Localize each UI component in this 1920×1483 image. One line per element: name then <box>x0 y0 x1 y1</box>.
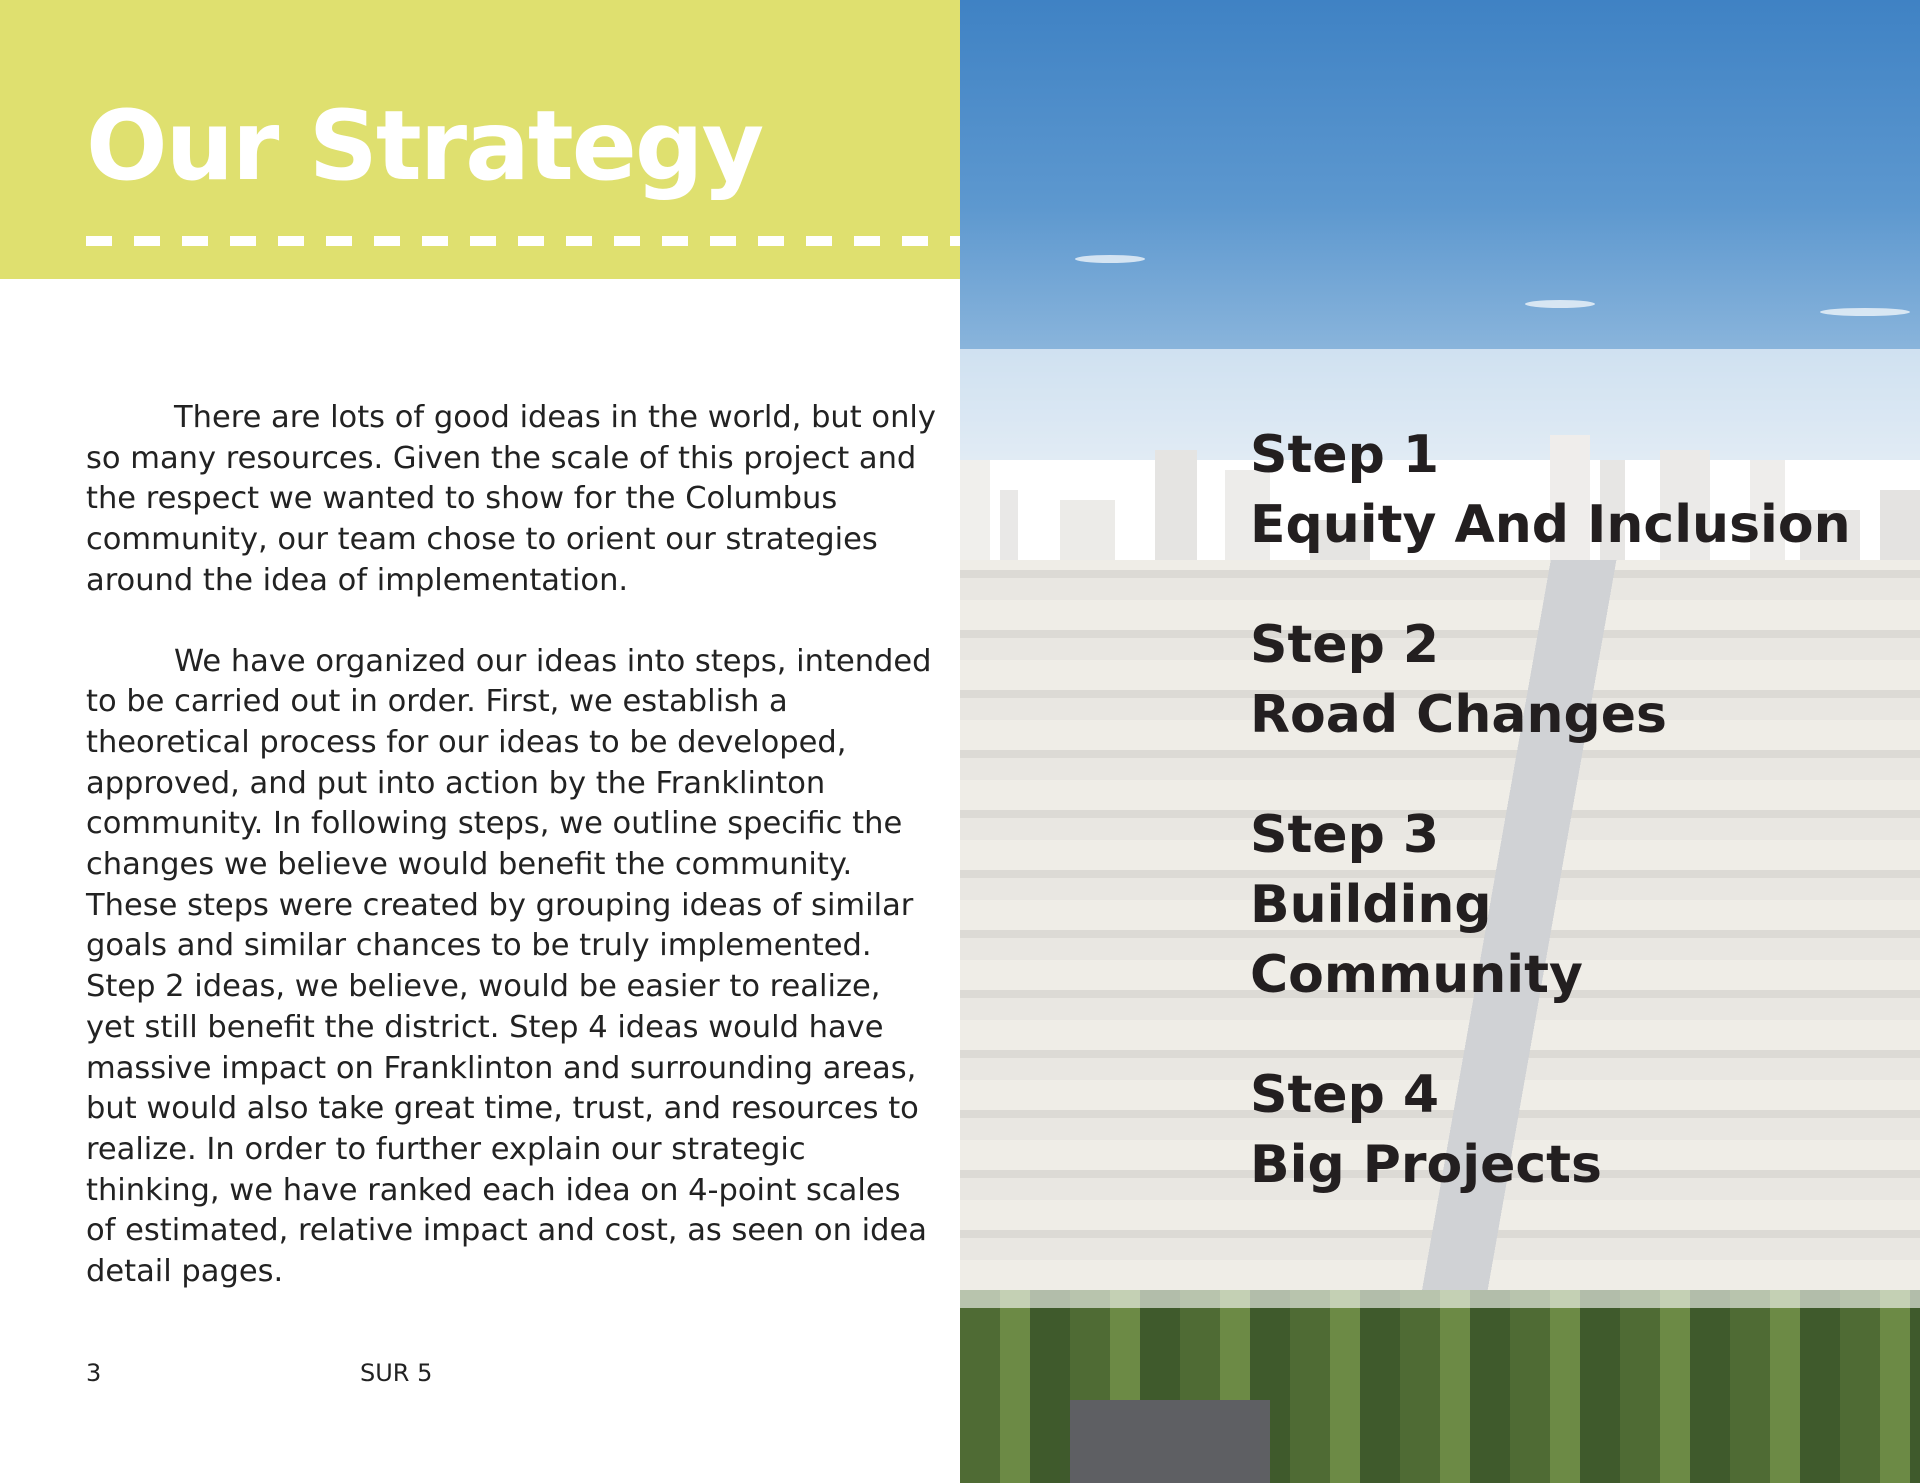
step-name: Big Projects <box>1250 1135 1602 1195</box>
step-name: Building Community <box>1250 875 1583 1005</box>
page-number: 3 <box>86 1359 102 1387</box>
step-number: Step 4 <box>1250 1065 1440 1125</box>
paragraph-steps: We have organized our ideas into steps, intended to be carried out in order. First, we establish a theoretical process for our ideas to be developed, approved, and put into action by the Franklinton community. In following steps, we outline specific the changes we believe would benefit the community. These steps were created by grouping ideas of similar goals and similar chances to be truly implemented. Step 2 ideas, we believe, would be easier to realize, yet still benefit the district. Step 4 ideas would have massive impact on Franklinton and surrounding areas, but would also take great time, trust, and resources to realize. In order to further explain our strategic thinking, we have ranked each idea on 4-point scales of estimated, relative impact and cost, as seen on idea detail pages. <box>86 643 932 1290</box>
step-number: Step 1 <box>1250 425 1440 485</box>
dashed-divider <box>86 236 960 246</box>
steps-list <box>1250 420 1910 1250</box>
document-code: SUR 5 <box>360 1359 433 1387</box>
page-title: Our Strategy <box>86 90 763 202</box>
step-4 <box>1250 1060 1910 1200</box>
step-number: Step 3 <box>1250 805 1440 865</box>
cloud <box>1075 255 1145 263</box>
step-name: Road Changes <box>1250 685 1667 745</box>
paragraph-intro: There are lots of good ideas in the world, but only so many resources. Given the scale of this project and the respect we wanted to show for the Columbus community, our team chose to orient our strategies around the idea of implementation. <box>86 400 936 598</box>
title-band <box>0 0 960 279</box>
step-name: Equity And Inclusion <box>1250 495 1851 555</box>
step-number: Step 2 <box>1250 615 1440 675</box>
step-1 <box>1250 420 1910 560</box>
cloud <box>1820 308 1910 316</box>
cloud <box>1525 300 1595 308</box>
step-2 <box>1250 610 1910 750</box>
step-3 <box>1250 800 1630 1010</box>
body-text <box>86 398 936 1333</box>
road <box>1070 1400 1270 1483</box>
